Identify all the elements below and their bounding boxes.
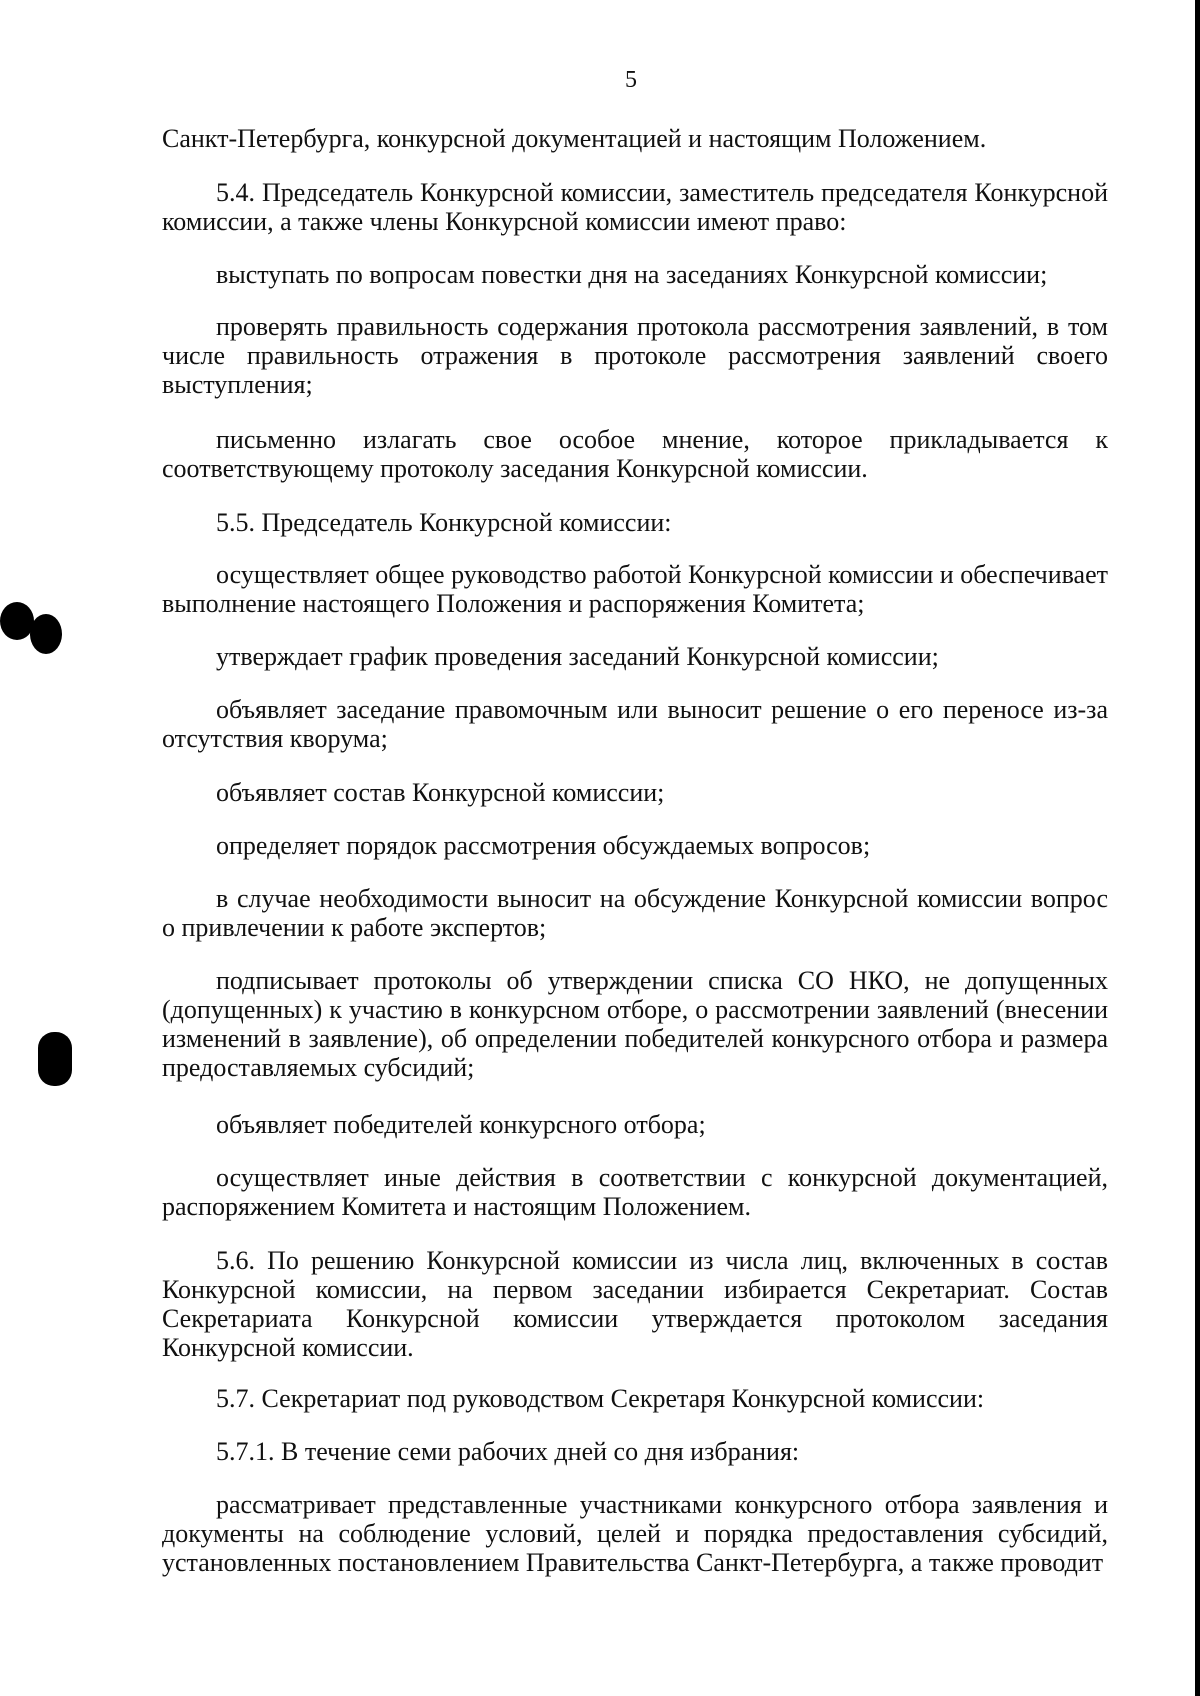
- paragraph-9: объявляет заседание правомочным или выносит решение о его переносе из-за отсутствия кворума;: [162, 695, 1108, 753]
- paragraph-8: утверждает график проведения заседаний Конкурсной комиссии;: [216, 642, 939, 671]
- paragraph-13: подписывает протоколы об утверждении списка СО НКО, не допущенных (допущенных) к участию в конкурсном отборе, о рассмотрении заявлений (внесении изменений в заявление), об определении победителей конкурсного отбора и размера предоставляемых субсидий;: [162, 966, 1108, 1082]
- paragraph-17: 5.7. Секретариат под руководством Секретаря Конкурсной комиссии:: [216, 1384, 985, 1413]
- paragraph-3: выступать по вопросам повестки дня на заседаниях Конкурсной комиссии;: [216, 260, 1048, 289]
- paragraph-2: 5.4. Председатель Конкурсной комиссии, заместитель председателя Конкурсной комиссии, а также члены Конкурсной комиссии имеют право:: [162, 178, 1108, 236]
- punch-hole-mark: [0, 602, 34, 640]
- paragraph-10: объявляет состав Конкурсной комиссии;: [216, 778, 665, 807]
- paragraph-16: 5.6. По решению Конкурсной комиссии из числа лиц, включенных в состав Конкурсной комиссии, на первом заседании избирается Секретариат. Состав Секретариата Конкурсной комиссии утверждается протоколом заседания Конкурсной комиссии.: [162, 1246, 1108, 1362]
- paragraph-1: Санкт-Петербурга, конкурсной документацией и настоящим Положением.: [162, 124, 987, 153]
- paragraph-4: проверять правильность содержания протокола рассмотрения заявлений, в том числе правильность отражения в протоколе рассмотрения заявлений своего выступления;: [162, 312, 1108, 399]
- scan-edge: [1195, 0, 1200, 1696]
- paragraph-12: в случае необходимости выносит на обсуждение Конкурсной комиссии вопрос о привлечении к работе экспертов;: [162, 884, 1108, 942]
- paragraph-11: определяет порядок рассмотрения обсуждаемых вопросов;: [216, 831, 871, 860]
- paragraph-15: осуществляет иные действия в соответствии с конкурсной документацией, распоряжением Комитета и настоящим Положением.: [162, 1163, 1108, 1221]
- punch-hole-mark: [30, 614, 62, 654]
- paragraph-19: рассматривает представленные участниками конкурсного отбора заявления и документы на соблюдение условий, целей и порядка предоставления субсидий, установленных постановлением Правительства Санкт-Петербурга, а также проводит: [162, 1490, 1108, 1577]
- page-number: 5: [625, 67, 637, 93]
- paragraph-6: 5.5. Председатель Конкурсной комиссии:: [216, 508, 672, 537]
- paragraph-18: 5.7.1. В течение семи рабочих дней со дня избрания:: [216, 1437, 800, 1466]
- paragraph-14: объявляет победителей конкурсного отбора;: [216, 1110, 706, 1139]
- paragraph-5: письменно излагать свое особое мнение, которое прикладывается к соответствующему протоколу заседания Конкурсной комиссии.: [162, 425, 1108, 483]
- punch-hole-mark: [38, 1032, 72, 1086]
- paragraph-7: осуществляет общее руководство работой Конкурсной комиссии и обеспечивает выполнение настоящего Положения и распоряжения Комитета;: [162, 560, 1108, 618]
